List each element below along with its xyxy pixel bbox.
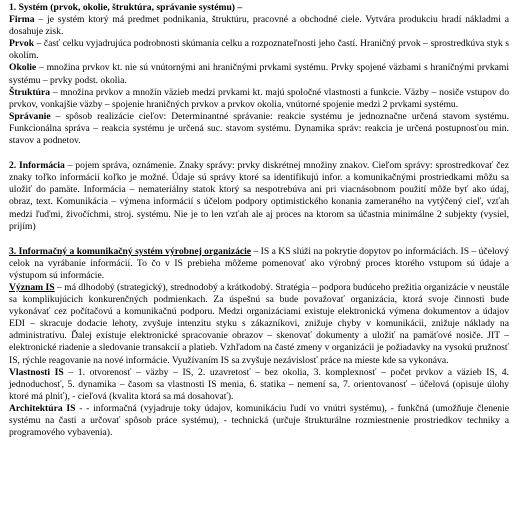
term-vlastnosti: Vlastnosti IS — [9, 366, 64, 378]
section-heading: 2. Informácia — [9, 160, 65, 172]
paragraph-vyznam — [9, 282, 509, 367]
term-prvok: Prvok — [9, 38, 35, 50]
text-vyznam: – má dlhodobý (strategický), strednodobý a krátkodobý. Stratégia – podpora budúceho prežitia organizácie v neustále sa komplikujúcich konkurenčných podmienkach. Za úspešnú sa bude považovať organizácia, ktorá svoje činnosti bude vykonávať cez počítačovú a komunikačnú podporu. Medzi organizáciami existuje elektronická výmena dokumentov a údajov EDI – skracuje dodacie lehoty, zvyšuje intenzitu styku s zákazníkovi, znižuje chyby v komunikácii, znižuje náklady na administratívu. Ďalej existuje elektronické spracovanie obrazov – skenovať dokumenty a uložiť na pamäťové nosiče. JIT – elektronické riadenie a sledovanie transakcií a platieb. Vzhľadom na časté zmeny v organizácii je požiadavky na vysokú pružnosť IS, rýchle reagovanie na nové informácie. Využívaním IS sa zvyšuje nezávislosť práce na mieste kde sa vykonáva. — [9, 281, 510, 366]
term-architektura: Architektúra IS — [9, 402, 76, 414]
term-okolie: Okolie — [9, 62, 37, 74]
term-vyznam: Význam IS — [9, 281, 55, 293]
paragraph-okolie — [9, 62, 509, 86]
text-okolie: – množina prvkov kt. nie sú vnútornými ani hraničnými prvkami systému. Prvky spojené väzbami s hraničnými prvkami systému – prvky podst. okolia. — [9, 62, 509, 86]
paragraph-struktura — [9, 87, 509, 111]
paragraph-vlastnosti — [9, 367, 509, 403]
paragraph-spravanie — [9, 111, 509, 147]
text-firma: – je systém ktorý má predmet podnikania, štruktúru, pracovné a obchodné ciele. Vytvára produkciu hradí nákladmi a dosahuje zisk. — [9, 14, 509, 38]
text-prvok: – časť celku vyjadrujúca podrobnosti skúmania celku a rozpoznateľnosti jeho častí. Hraničný prvok – sprostredkúva styk s okolím. — [9, 38, 509, 62]
paragraph-prvok — [9, 38, 509, 62]
text-vlastnosti: – 1. otvorenosť – väzby – IS, 2. uzavretosť – bez okolia, 3. komplexnosť – počet prvkov a väzieb IS, 4. jednoduchosť, 5. dynamika – časom sa vlastnosti IS menia, 6. statika – nemení sa, 7. orientovanosť – účelová (opisuje úlohy ktoré má plniť), - cieľová (kvalita ktorá sa má dosahovať). — [9, 366, 509, 402]
text-is-intro: – IS a KS slúži na pokrytie dopytov po informáciách. IS – účelový celok na vyrábanie informácií. To čo v IS prebieha môžeme pomenovať ako výrobný proces ktorého vstupom sú údaje a výstupom sú informácie. — [9, 245, 510, 281]
paragraph-architektura — [9, 403, 509, 439]
paragraph-firma — [9, 14, 509, 38]
paragraph-informacia — [9, 160, 509, 233]
term-struktura: Štruktúra — [9, 86, 51, 98]
paragraph-is-intro — [9, 246, 509, 282]
section-informacia — [9, 160, 509, 233]
text-informacia: – pojem správa, oznámenie. Znaky správy: prvky diskrétnej množiny znakov. Cieľom správy: sprostredkovať čez znaky toľko informácií koľko je možné. Údaje sú správy ktoré sa identifikujú infor. a komunikačnými prostriedkami môžu sa uložiť do pamäte. Informácia – nemateriálny statok ktorý sa nespotrebúva ani pri viacnásobnom použití môže byť ako údaj, obraz, text. Komunikácia – výmena informácií s účelom podpory optimistického konania zameraného na vytýčený cieľ, vzťah medzi ľuďmi, živočíchmi, stroj. systému. Nie je to len vzťah ale aj proces na ktorom sa účastnia minimálne 2 subjekty (vysiel, prijím) — [9, 160, 509, 232]
text-struktura: – množina prvkov a množín väzieb medzi prvkami kt. majú spoločné vlastnosti a funkcie. Väzby – nosiče vstupov do prvkov, vonkajšie väzby – spojenie hraničných prvkov a prvkov okolia, vnútorné spojenie medzi 2 prvkami systému. — [9, 86, 509, 110]
section-system — [9, 2, 509, 147]
term-spravanie: Správanie — [9, 110, 51, 122]
text-architektura: - - informačná (vyjadruje toky údajov, komunikáciu ľudí vo vnútri systému), - funkčná (umožňuje členenie systému na časti a určovať spôsob práce systému), - technická (určuje štrukturálne rozmiestnenie prostriedkov techniky a programového vybavenia). — [9, 402, 509, 439]
section-heading: 1. Systém (prvok, okolie, štruktúra, správanie systému) – — [9, 2, 243, 13]
section-heading: 3. Informačný a komunikačný systém výrobnej organizácie — [9, 245, 252, 257]
section-is-ks — [9, 246, 509, 440]
text-spravanie: – spôsob realizácie cieľov: Determinantné správanie: reakcie systému je jednoznačne určená stavom systému. Funkcionálna správa – reakcia systému je určená suc. stavom systému. Dynamika správ: reakcia je určená postupnosťou min. stavov a podnetov. — [9, 110, 509, 147]
term-firma: Firma — [9, 14, 35, 26]
